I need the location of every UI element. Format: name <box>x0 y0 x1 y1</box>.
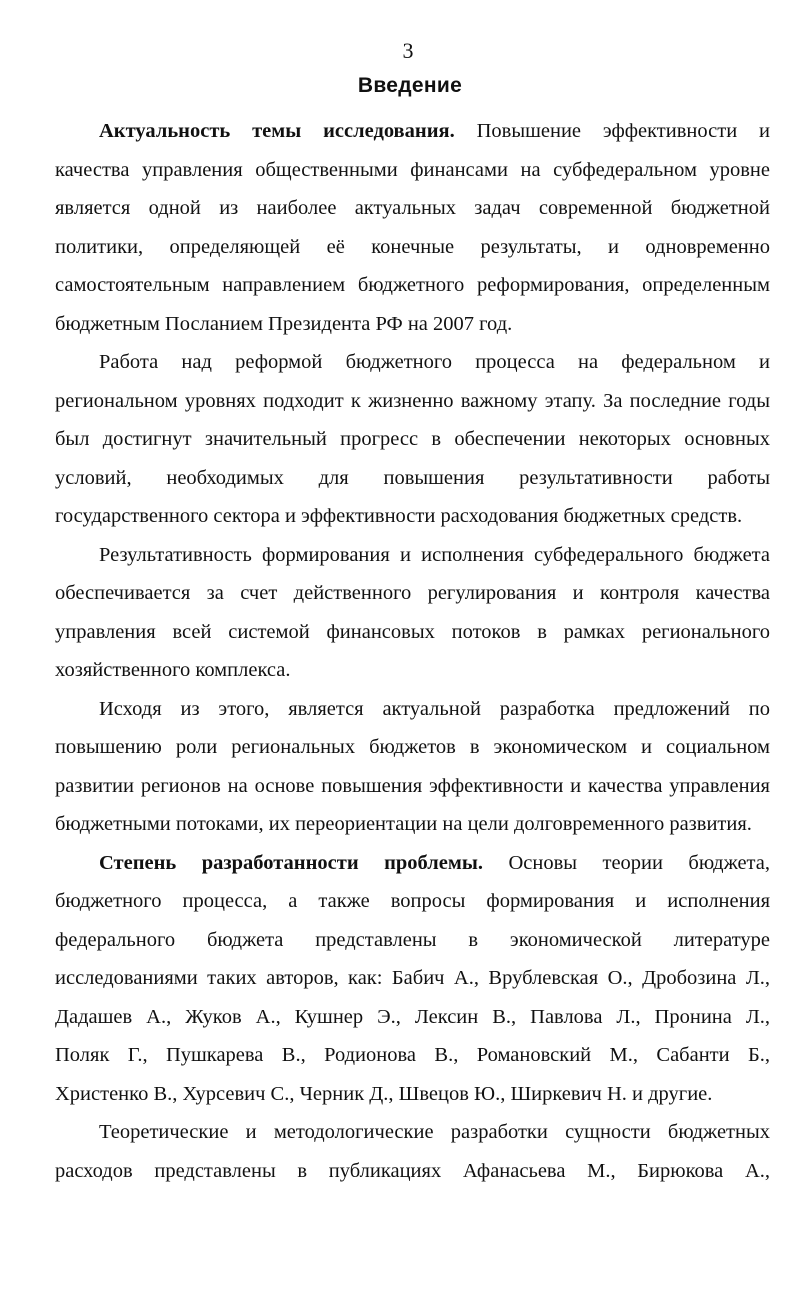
text-line: Поляк Г., Пушкарева В., Родионова В., Романовский М., Сабанти Б., <box>55 1044 770 1066</box>
page-number: 3 <box>402 38 414 63</box>
text-line: Теоретические и методологические разработки сущности бюджетных <box>99 1121 770 1143</box>
text-line: Исходя из этого, является актуальной разработка предложений по <box>99 697 770 720</box>
text-line: бюджетным Посланием Президента РФ на 2007 год. <box>55 312 513 335</box>
text-line: Дадашев А., Жуков А., Кушнер Э., Лексин В., Павлова Л., Пронина Л., <box>55 1005 770 1028</box>
text-line: федерального бюджета представлены в экономической литературе <box>55 928 770 951</box>
text-line: Результативность формирования и исполнения субфедерального бюджета <box>99 543 770 566</box>
text-line: политики, определяющей её конечные результаты, и одновременно <box>55 235 770 258</box>
text-line: условий, необходимых для повышения результативности работы <box>55 466 770 489</box>
text-line: самостоятельным направлением бюджетного реформирования, определенным <box>55 274 770 296</box>
text-line: бюджетного процесса, а также вопросы формирования и исполнения <box>55 890 770 912</box>
paragraph-effectiveness <box>55 536 770 690</box>
line-text: Основы теории бюджета, <box>483 851 770 874</box>
paragraph-development-degree <box>55 844 770 1114</box>
text-line: повышению роли региональных бюджетов в экономическом и социальном <box>55 736 770 758</box>
document-body <box>55 112 770 1190</box>
line-text: Повышение эффективности и <box>454 120 770 142</box>
text-line: расходов представлены в публикациях Афанасьева М., Бирюкова А., <box>55 1159 770 1182</box>
text-line <box>55 112 770 151</box>
text-line: управления всей системой финансовых потоков в рамках регионального <box>55 620 770 643</box>
text-line: качества управления общественными финансами на субфедеральном уровне <box>55 158 770 181</box>
text-line: является одной из наиболее актуальных задач современной бюджетной <box>55 197 770 219</box>
paragraph-lead: Актуальность темы исследования. <box>99 120 455 142</box>
paragraph-theory <box>55 1113 770 1190</box>
paragraph-proposals <box>55 690 770 844</box>
paragraph-reform <box>55 343 770 536</box>
text-line: Работа над реформой бюджетного процесса на федеральном и <box>99 351 770 373</box>
section-heading: Введение <box>357 74 463 97</box>
text-line: развитии регионов на основе повышения эффективности и качества управления <box>55 774 770 797</box>
text-line: обеспечивается за счет действенного регулирования и контроля качества <box>55 582 770 604</box>
text-line: государственного сектора и эффективности расходования бюджетных средств. <box>55 505 743 527</box>
paragraph-lead: Степень разработанности проблемы. <box>99 851 483 874</box>
text-line: исследованиями таких авторов, как: Бабич А., Врублевская О., Дробозина Л., <box>55 967 770 989</box>
text-line: бюджетными потоками, их переориентации на цели долговременного развития. <box>55 813 752 835</box>
paragraph-relevance <box>55 112 770 343</box>
text-line <box>55 844 770 883</box>
text-line: хозяйственного комплекса. <box>55 659 291 681</box>
text-line: был достигнут значительный прогресс в обеспечении некоторых основных <box>55 428 770 450</box>
text-line: Христенко В., Хурсевич С., Черник Д., Швецов Ю., Ширкевич Н. и другие. <box>55 1082 713 1105</box>
text-line: региональном уровнях подходит к жизненно важному этапу. За последние годы <box>55 389 770 412</box>
